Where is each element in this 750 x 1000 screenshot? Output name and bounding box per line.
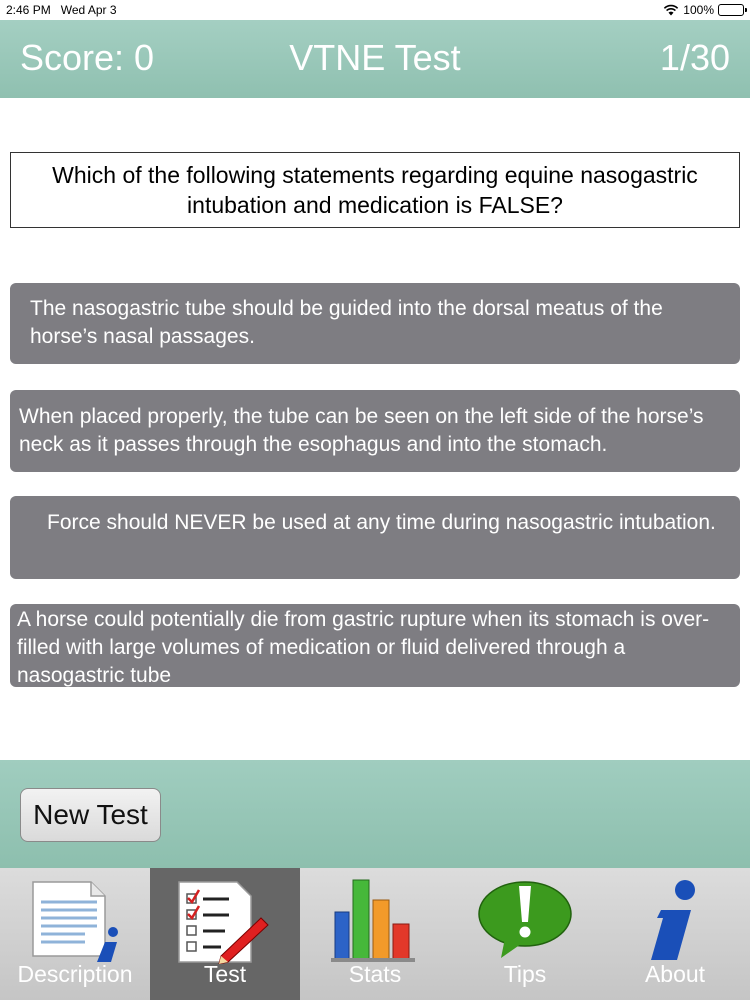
tab-tips-label: Tips <box>503 961 547 987</box>
question-counter: 1/30 <box>659 37 730 78</box>
answer-option-3[interactable]: Force should NEVER be used at any time during nasogastric intubation. <box>10 496 740 579</box>
answer-option-2[interactable]: When placed properly, the tube can be seen on the left side of the horse’s neck as it passes through the esophagus and into the stomach. <box>10 390 740 472</box>
about-icon <box>625 876 725 964</box>
battery-icon <box>718 4 744 16</box>
page-title: VTNE Test <box>289 37 461 78</box>
stats-icon <box>325 876 425 964</box>
tab-bar <box>0 868 750 1000</box>
tab-test-label: Test <box>203 961 247 987</box>
tab-about-label: About <box>644 961 706 987</box>
tab-stats[interactable] <box>300 868 450 1000</box>
answer-option-1[interactable]: The nasogastric tube should be guided into the dorsal meatus of the horse’s nasal passages. <box>10 283 740 364</box>
status-bar <box>0 0 750 20</box>
wifi-icon <box>663 4 679 16</box>
tab-stats-label: Stats <box>348 961 402 987</box>
status-time: 2:46 PM Wed Apr 3 <box>6 3 117 17</box>
new-test-button[interactable]: New Test <box>20 788 161 842</box>
question-text: Which of the following statements regarding equine nasogastric intubation and medication is FALSE? <box>52 162 698 218</box>
tab-about[interactable] <box>600 868 750 1000</box>
battery-percent: 100% <box>683 3 714 17</box>
tab-tips[interactable] <box>450 868 600 1000</box>
tab-description[interactable] <box>0 868 150 1000</box>
status-indicators <box>663 3 744 17</box>
test-icon <box>175 876 275 964</box>
score-label: Score: 0 <box>20 37 155 78</box>
tab-test[interactable] <box>150 868 300 1000</box>
answer-option-4[interactable]: A horse could potentially die from gastric rupture when its stomach is over-filled with large volumes of medication or fluid delivered through a nasogastric tube <box>10 604 740 687</box>
header-bar <box>0 20 750 98</box>
question-box <box>10 152 740 228</box>
tips-icon <box>475 876 575 964</box>
tab-description-label: Description <box>17 961 133 987</box>
description-icon <box>25 876 125 964</box>
